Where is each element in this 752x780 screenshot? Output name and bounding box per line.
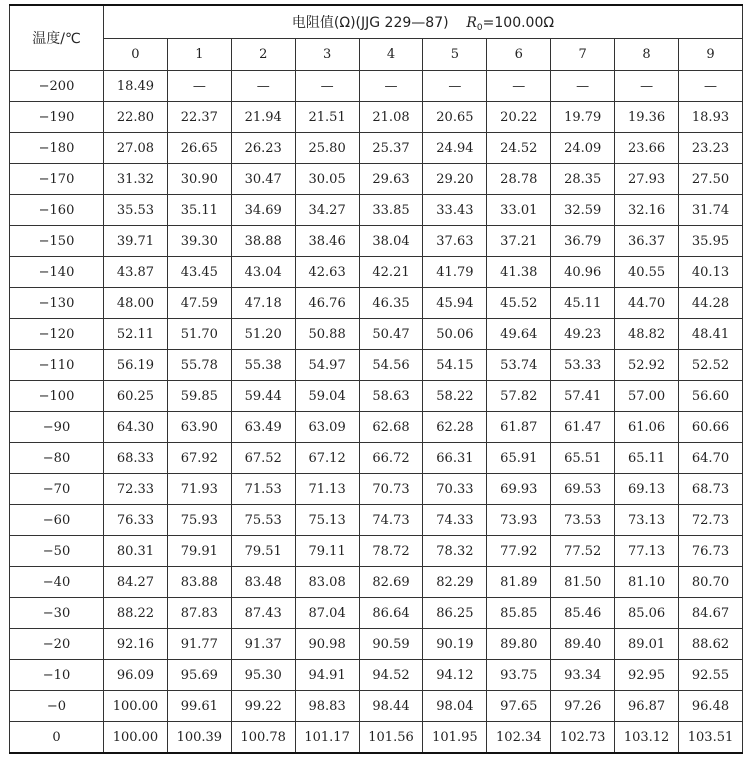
table-body <box>10 71 743 754</box>
resistance-cell: 96.87 <box>615 691 679 722</box>
resistance-cell: 93.75 <box>487 660 551 691</box>
resistance-cell: 66.31 <box>423 443 487 474</box>
table-row <box>10 443 743 474</box>
resistance-cell: 55.78 <box>167 350 231 381</box>
table-row <box>10 288 743 319</box>
column-header-5: 5 <box>423 39 487 71</box>
resistance-cell: 54.56 <box>359 350 423 381</box>
temperature-cell: −0 <box>10 691 104 722</box>
table-row <box>10 567 743 598</box>
title-r-subscript: 0 <box>476 22 483 33</box>
resistance-cell: 27.50 <box>679 164 743 195</box>
resistance-cell: — <box>423 71 487 102</box>
resistance-table-container <box>9 4 743 754</box>
resistance-cell: 83.48 <box>231 567 295 598</box>
resistance-cell: 89.01 <box>615 629 679 660</box>
resistance-cell: 25.80 <box>295 133 359 164</box>
temperature-cell: −60 <box>10 505 104 536</box>
table-row <box>10 133 743 164</box>
resistance-cell: 36.79 <box>551 226 615 257</box>
table-row <box>10 102 743 133</box>
column-header-9: 9 <box>679 39 743 71</box>
resistance-cell: 59.44 <box>231 381 295 412</box>
temperature-cell: −90 <box>10 412 104 443</box>
temperature-cell: −200 <box>10 71 104 102</box>
table-row <box>10 660 743 691</box>
resistance-cell: 90.98 <box>295 629 359 660</box>
column-header-1: 1 <box>167 39 231 71</box>
resistance-cell: 44.70 <box>615 288 679 319</box>
temperature-header: 温度/℃ <box>10 5 104 71</box>
table-row <box>10 629 743 660</box>
resistance-cell: 87.43 <box>231 598 295 629</box>
resistance-cell: 19.79 <box>551 102 615 133</box>
resistance-cell: 47.59 <box>167 288 231 319</box>
resistance-cell: 40.55 <box>615 257 679 288</box>
resistance-cell: 64.70 <box>679 443 743 474</box>
resistance-cell: 47.18 <box>231 288 295 319</box>
resistance-cell: 38.46 <box>295 226 359 257</box>
resistance-cell: 18.49 <box>104 71 168 102</box>
resistance-cell: 82.29 <box>423 567 487 598</box>
resistance-cell: 98.44 <box>359 691 423 722</box>
resistance-cell: 70.33 <box>423 474 487 505</box>
resistance-cell: 45.11 <box>551 288 615 319</box>
resistance-cell: 24.94 <box>423 133 487 164</box>
resistance-cell: 36.37 <box>615 226 679 257</box>
resistance-cell: 101.95 <box>423 722 487 754</box>
resistance-cell: 19.36 <box>615 102 679 133</box>
resistance-cell: 67.12 <box>295 443 359 474</box>
resistance-cell: 35.53 <box>104 195 168 226</box>
resistance-cell: 34.69 <box>231 195 295 226</box>
resistance-cell: 65.91 <box>487 443 551 474</box>
resistance-cell: 68.33 <box>104 443 168 474</box>
resistance-cell: 92.95 <box>615 660 679 691</box>
resistance-cell: 41.38 <box>487 257 551 288</box>
resistance-cell: 20.65 <box>423 102 487 133</box>
resistance-cell: 60.25 <box>104 381 168 412</box>
resistance-cell: 58.22 <box>423 381 487 412</box>
resistance-cell: 91.77 <box>167 629 231 660</box>
resistance-cell: 43.87 <box>104 257 168 288</box>
resistance-cell: 32.16 <box>615 195 679 226</box>
temperature-cell: −130 <box>10 288 104 319</box>
resistance-cell: 79.91 <box>167 536 231 567</box>
resistance-cell: 27.08 <box>104 133 168 164</box>
resistance-cell: 24.09 <box>551 133 615 164</box>
resistance-cell: 67.92 <box>167 443 231 474</box>
table-row <box>10 536 743 567</box>
resistance-cell: 48.82 <box>615 319 679 350</box>
resistance-cell: 29.20 <box>423 164 487 195</box>
column-header-3: 3 <box>295 39 359 71</box>
column-header-4: 4 <box>359 39 423 71</box>
resistance-cell: 102.34 <box>487 722 551 754</box>
resistance-cell: 56.60 <box>679 381 743 412</box>
temperature-cell: −110 <box>10 350 104 381</box>
resistance-cell: 62.68 <box>359 412 423 443</box>
resistance-cell: 23.23 <box>679 133 743 164</box>
resistance-cell: — <box>679 71 743 102</box>
resistance-cell: 90.59 <box>359 629 423 660</box>
resistance-cell: 88.22 <box>104 598 168 629</box>
table-row <box>10 505 743 536</box>
temperature-cell: −150 <box>10 226 104 257</box>
temperature-cell: −190 <box>10 102 104 133</box>
resistance-cell: 49.64 <box>487 319 551 350</box>
resistance-cell: 97.65 <box>487 691 551 722</box>
resistance-cell: 71.93 <box>167 474 231 505</box>
table-row <box>10 474 743 505</box>
resistance-cell: 77.52 <box>551 536 615 567</box>
resistance-cell: — <box>615 71 679 102</box>
resistance-cell: 72.73 <box>679 505 743 536</box>
resistance-cell: 57.82 <box>487 381 551 412</box>
temperature-cell: −180 <box>10 133 104 164</box>
resistance-cell: 79.11 <box>295 536 359 567</box>
resistance-cell: 40.13 <box>679 257 743 288</box>
resistance-cell: 77.92 <box>487 536 551 567</box>
resistance-cell: 76.73 <box>679 536 743 567</box>
temperature-cell: −160 <box>10 195 104 226</box>
resistance-cell: 97.26 <box>551 691 615 722</box>
resistance-cell: 57.00 <box>615 381 679 412</box>
resistance-cell: 85.85 <box>487 598 551 629</box>
resistance-cell: 52.11 <box>104 319 168 350</box>
resistance-cell: 81.10 <box>615 567 679 598</box>
temperature-cell: −20 <box>10 629 104 660</box>
resistance-cell: 101.56 <box>359 722 423 754</box>
temperature-cell: −70 <box>10 474 104 505</box>
resistance-cell: 69.13 <box>615 474 679 505</box>
resistance-cell: 48.00 <box>104 288 168 319</box>
resistance-cell: 103.12 <box>615 722 679 754</box>
resistance-cell: 63.49 <box>231 412 295 443</box>
resistance-cell: 78.72 <box>359 536 423 567</box>
title-r-value: =100.00Ω <box>482 14 555 31</box>
resistance-cell: 87.83 <box>167 598 231 629</box>
temperature-cell: −10 <box>10 660 104 691</box>
resistance-cell: 59.04 <box>295 381 359 412</box>
resistance-cell: 37.21 <box>487 226 551 257</box>
resistance-cell: 44.28 <box>679 288 743 319</box>
temperature-cell: −140 <box>10 257 104 288</box>
table-row <box>10 722 743 754</box>
resistance-cell: 101.17 <box>295 722 359 754</box>
resistance-cell: 80.70 <box>679 567 743 598</box>
resistance-cell: 57.41 <box>551 381 615 412</box>
resistance-cell: 34.27 <box>295 195 359 226</box>
resistance-cell: 92.55 <box>679 660 743 691</box>
resistance-cell: 42.21 <box>359 257 423 288</box>
resistance-cell: 21.51 <box>295 102 359 133</box>
resistance-cell: 20.22 <box>487 102 551 133</box>
column-header-2: 2 <box>231 39 295 71</box>
table-row <box>10 350 743 381</box>
resistance-cell: 39.30 <box>167 226 231 257</box>
resistance-cell: 63.09 <box>295 412 359 443</box>
resistance-cell: 103.51 <box>679 722 743 754</box>
resistance-cell: 63.90 <box>167 412 231 443</box>
resistance-cell: 28.78 <box>487 164 551 195</box>
resistance-cell: 64.30 <box>104 412 168 443</box>
resistance-cell: 85.06 <box>615 598 679 629</box>
resistance-cell: 90.19 <box>423 629 487 660</box>
resistance-cell: 41.79 <box>423 257 487 288</box>
column-header-0: 0 <box>104 39 168 71</box>
resistance-cell: 33.85 <box>359 195 423 226</box>
table-row <box>10 319 743 350</box>
resistance-cell: 35.11 <box>167 195 231 226</box>
resistance-cell: 38.88 <box>231 226 295 257</box>
resistance-cell: 95.69 <box>167 660 231 691</box>
resistance-cell: 75.53 <box>231 505 295 536</box>
resistance-cell: 27.93 <box>615 164 679 195</box>
resistance-cell: 22.80 <box>104 102 168 133</box>
table-row <box>10 691 743 722</box>
resistance-cell: 39.71 <box>104 226 168 257</box>
resistance-cell: 86.64 <box>359 598 423 629</box>
resistance-cell: 99.61 <box>167 691 231 722</box>
temperature-cell: −120 <box>10 319 104 350</box>
resistance-cell: 30.90 <box>167 164 231 195</box>
resistance-cell: 94.91 <box>295 660 359 691</box>
resistance-cell: 48.41 <box>679 319 743 350</box>
temperature-cell: −50 <box>10 536 104 567</box>
temperature-cell: −40 <box>10 567 104 598</box>
resistance-cell: 71.13 <box>295 474 359 505</box>
resistance-cell: 75.13 <box>295 505 359 536</box>
resistance-cell: 51.20 <box>231 319 295 350</box>
column-header-row <box>10 39 743 71</box>
resistance-cell: — <box>487 71 551 102</box>
resistance-cell: 98.83 <box>295 691 359 722</box>
temperature-cell: −170 <box>10 164 104 195</box>
resistance-cell: 73.13 <box>615 505 679 536</box>
resistance-cell: 61.06 <box>615 412 679 443</box>
resistance-cell: 98.04 <box>423 691 487 722</box>
resistance-cell: 76.33 <box>104 505 168 536</box>
resistance-cell: 26.65 <box>167 133 231 164</box>
resistance-cell: 80.31 <box>104 536 168 567</box>
table-row <box>10 226 743 257</box>
resistance-cell: 66.72 <box>359 443 423 474</box>
resistance-cell: 24.52 <box>487 133 551 164</box>
resistance-cell: 33.01 <box>487 195 551 226</box>
resistance-cell: 50.06 <box>423 319 487 350</box>
resistance-cell: 83.88 <box>167 567 231 598</box>
resistance-cell: 60.66 <box>679 412 743 443</box>
resistance-cell: 31.74 <box>679 195 743 226</box>
resistance-cell: 89.40 <box>551 629 615 660</box>
resistance-cell: 86.25 <box>423 598 487 629</box>
resistance-cell: 67.52 <box>231 443 295 474</box>
resistance-cell: 85.46 <box>551 598 615 629</box>
resistance-cell: 72.33 <box>104 474 168 505</box>
resistance-cell: 81.89 <box>487 567 551 598</box>
resistance-cell: 23.66 <box>615 133 679 164</box>
resistance-cell: 74.73 <box>359 505 423 536</box>
resistance-cell: 50.47 <box>359 319 423 350</box>
resistance-cell: 45.52 <box>487 288 551 319</box>
resistance-cell: 46.35 <box>359 288 423 319</box>
resistance-cell: 54.97 <box>295 350 359 381</box>
resistance-cell: 18.93 <box>679 102 743 133</box>
table-row <box>10 164 743 195</box>
resistance-cell: 29.63 <box>359 164 423 195</box>
table-row <box>10 381 743 412</box>
resistance-cell: 100.39 <box>167 722 231 754</box>
resistance-cell: 92.16 <box>104 629 168 660</box>
resistance-cell: 99.22 <box>231 691 295 722</box>
resistance-cell: 95.30 <box>231 660 295 691</box>
resistance-cell: 100.78 <box>231 722 295 754</box>
resistance-cell: 58.63 <box>359 381 423 412</box>
resistance-cell: 75.93 <box>167 505 231 536</box>
resistance-cell: 77.13 <box>615 536 679 567</box>
resistance-cell: 22.37 <box>167 102 231 133</box>
resistance-cell: 65.11 <box>615 443 679 474</box>
column-header-8: 8 <box>615 39 679 71</box>
resistance-cell: 73.93 <box>487 505 551 536</box>
column-header-7: 7 <box>551 39 615 71</box>
resistance-cell: 100.00 <box>104 691 168 722</box>
resistance-cell: 21.08 <box>359 102 423 133</box>
resistance-cell: 78.32 <box>423 536 487 567</box>
resistance-cell: 94.52 <box>359 660 423 691</box>
resistance-cell: 102.73 <box>551 722 615 754</box>
resistance-cell: 74.33 <box>423 505 487 536</box>
resistance-cell: 37.63 <box>423 226 487 257</box>
resistance-cell: 53.33 <box>551 350 615 381</box>
resistance-cell: 68.73 <box>679 474 743 505</box>
resistance-cell: 52.52 <box>679 350 743 381</box>
resistance-cell: 35.95 <box>679 226 743 257</box>
temperature-cell: −80 <box>10 443 104 474</box>
resistance-cell: 52.92 <box>615 350 679 381</box>
resistance-cell: — <box>167 71 231 102</box>
resistance-cell: 56.19 <box>104 350 168 381</box>
resistance-cell: 84.27 <box>104 567 168 598</box>
resistance-cell: 53.74 <box>487 350 551 381</box>
temperature-cell: −30 <box>10 598 104 629</box>
title-main: 电阻值(Ω)(JJG 229—87) <box>291 14 449 31</box>
resistance-cell: 51.70 <box>167 319 231 350</box>
resistance-cell: 31.32 <box>104 164 168 195</box>
resistance-cell: 84.67 <box>679 598 743 629</box>
temperature-cell: 0 <box>10 722 104 754</box>
resistance-cell: 42.63 <box>295 257 359 288</box>
column-header-6: 6 <box>487 39 551 71</box>
resistance-cell: 32.59 <box>551 195 615 226</box>
resistance-cell: 71.53 <box>231 474 295 505</box>
resistance-cell: 70.73 <box>359 474 423 505</box>
resistance-cell: 50.88 <box>295 319 359 350</box>
resistance-cell: 46.76 <box>295 288 359 319</box>
table-row <box>10 598 743 629</box>
resistance-cell: 81.50 <box>551 567 615 598</box>
resistance-cell: — <box>551 71 615 102</box>
resistance-cell: 25.37 <box>359 133 423 164</box>
resistance-table <box>9 4 743 754</box>
resistance-cell: 94.12 <box>423 660 487 691</box>
resistance-cell: 96.09 <box>104 660 168 691</box>
resistance-cell: 30.05 <box>295 164 359 195</box>
resistance-title <box>104 5 743 39</box>
resistance-cell: 45.94 <box>423 288 487 319</box>
resistance-cell: — <box>231 71 295 102</box>
resistance-cell: 59.85 <box>167 381 231 412</box>
temperature-cell: −100 <box>10 381 104 412</box>
resistance-cell: 54.15 <box>423 350 487 381</box>
resistance-cell: 28.35 <box>551 164 615 195</box>
table-row <box>10 195 743 226</box>
resistance-cell: 88.62 <box>679 629 743 660</box>
resistance-cell: 21.94 <box>231 102 295 133</box>
resistance-cell: 69.93 <box>487 474 551 505</box>
resistance-cell: 65.51 <box>551 443 615 474</box>
resistance-cell: 100.00 <box>104 722 168 754</box>
resistance-cell: 61.87 <box>487 412 551 443</box>
resistance-cell: — <box>295 71 359 102</box>
resistance-cell: 73.53 <box>551 505 615 536</box>
resistance-cell: 93.34 <box>551 660 615 691</box>
resistance-cell: 96.48 <box>679 691 743 722</box>
resistance-cell: 82.69 <box>359 567 423 598</box>
resistance-cell: 43.45 <box>167 257 231 288</box>
resistance-cell: 33.43 <box>423 195 487 226</box>
resistance-cell: 61.47 <box>551 412 615 443</box>
resistance-cell: 87.04 <box>295 598 359 629</box>
resistance-cell: 43.04 <box>231 257 295 288</box>
resistance-cell: 83.08 <box>295 567 359 598</box>
resistance-cell: 38.04 <box>359 226 423 257</box>
resistance-cell: 26.23 <box>231 133 295 164</box>
resistance-cell: — <box>359 71 423 102</box>
title-r-symbol: R <box>466 14 477 31</box>
resistance-cell: 89.80 <box>487 629 551 660</box>
resistance-cell: 69.53 <box>551 474 615 505</box>
table-row <box>10 412 743 443</box>
resistance-cell: 55.38 <box>231 350 295 381</box>
table-row <box>10 257 743 288</box>
resistance-cell: 49.23 <box>551 319 615 350</box>
table-row <box>10 71 743 102</box>
resistance-cell: 40.96 <box>551 257 615 288</box>
resistance-cell: 30.47 <box>231 164 295 195</box>
resistance-cell: 79.51 <box>231 536 295 567</box>
resistance-cell: 91.37 <box>231 629 295 660</box>
resistance-cell: 62.28 <box>423 412 487 443</box>
